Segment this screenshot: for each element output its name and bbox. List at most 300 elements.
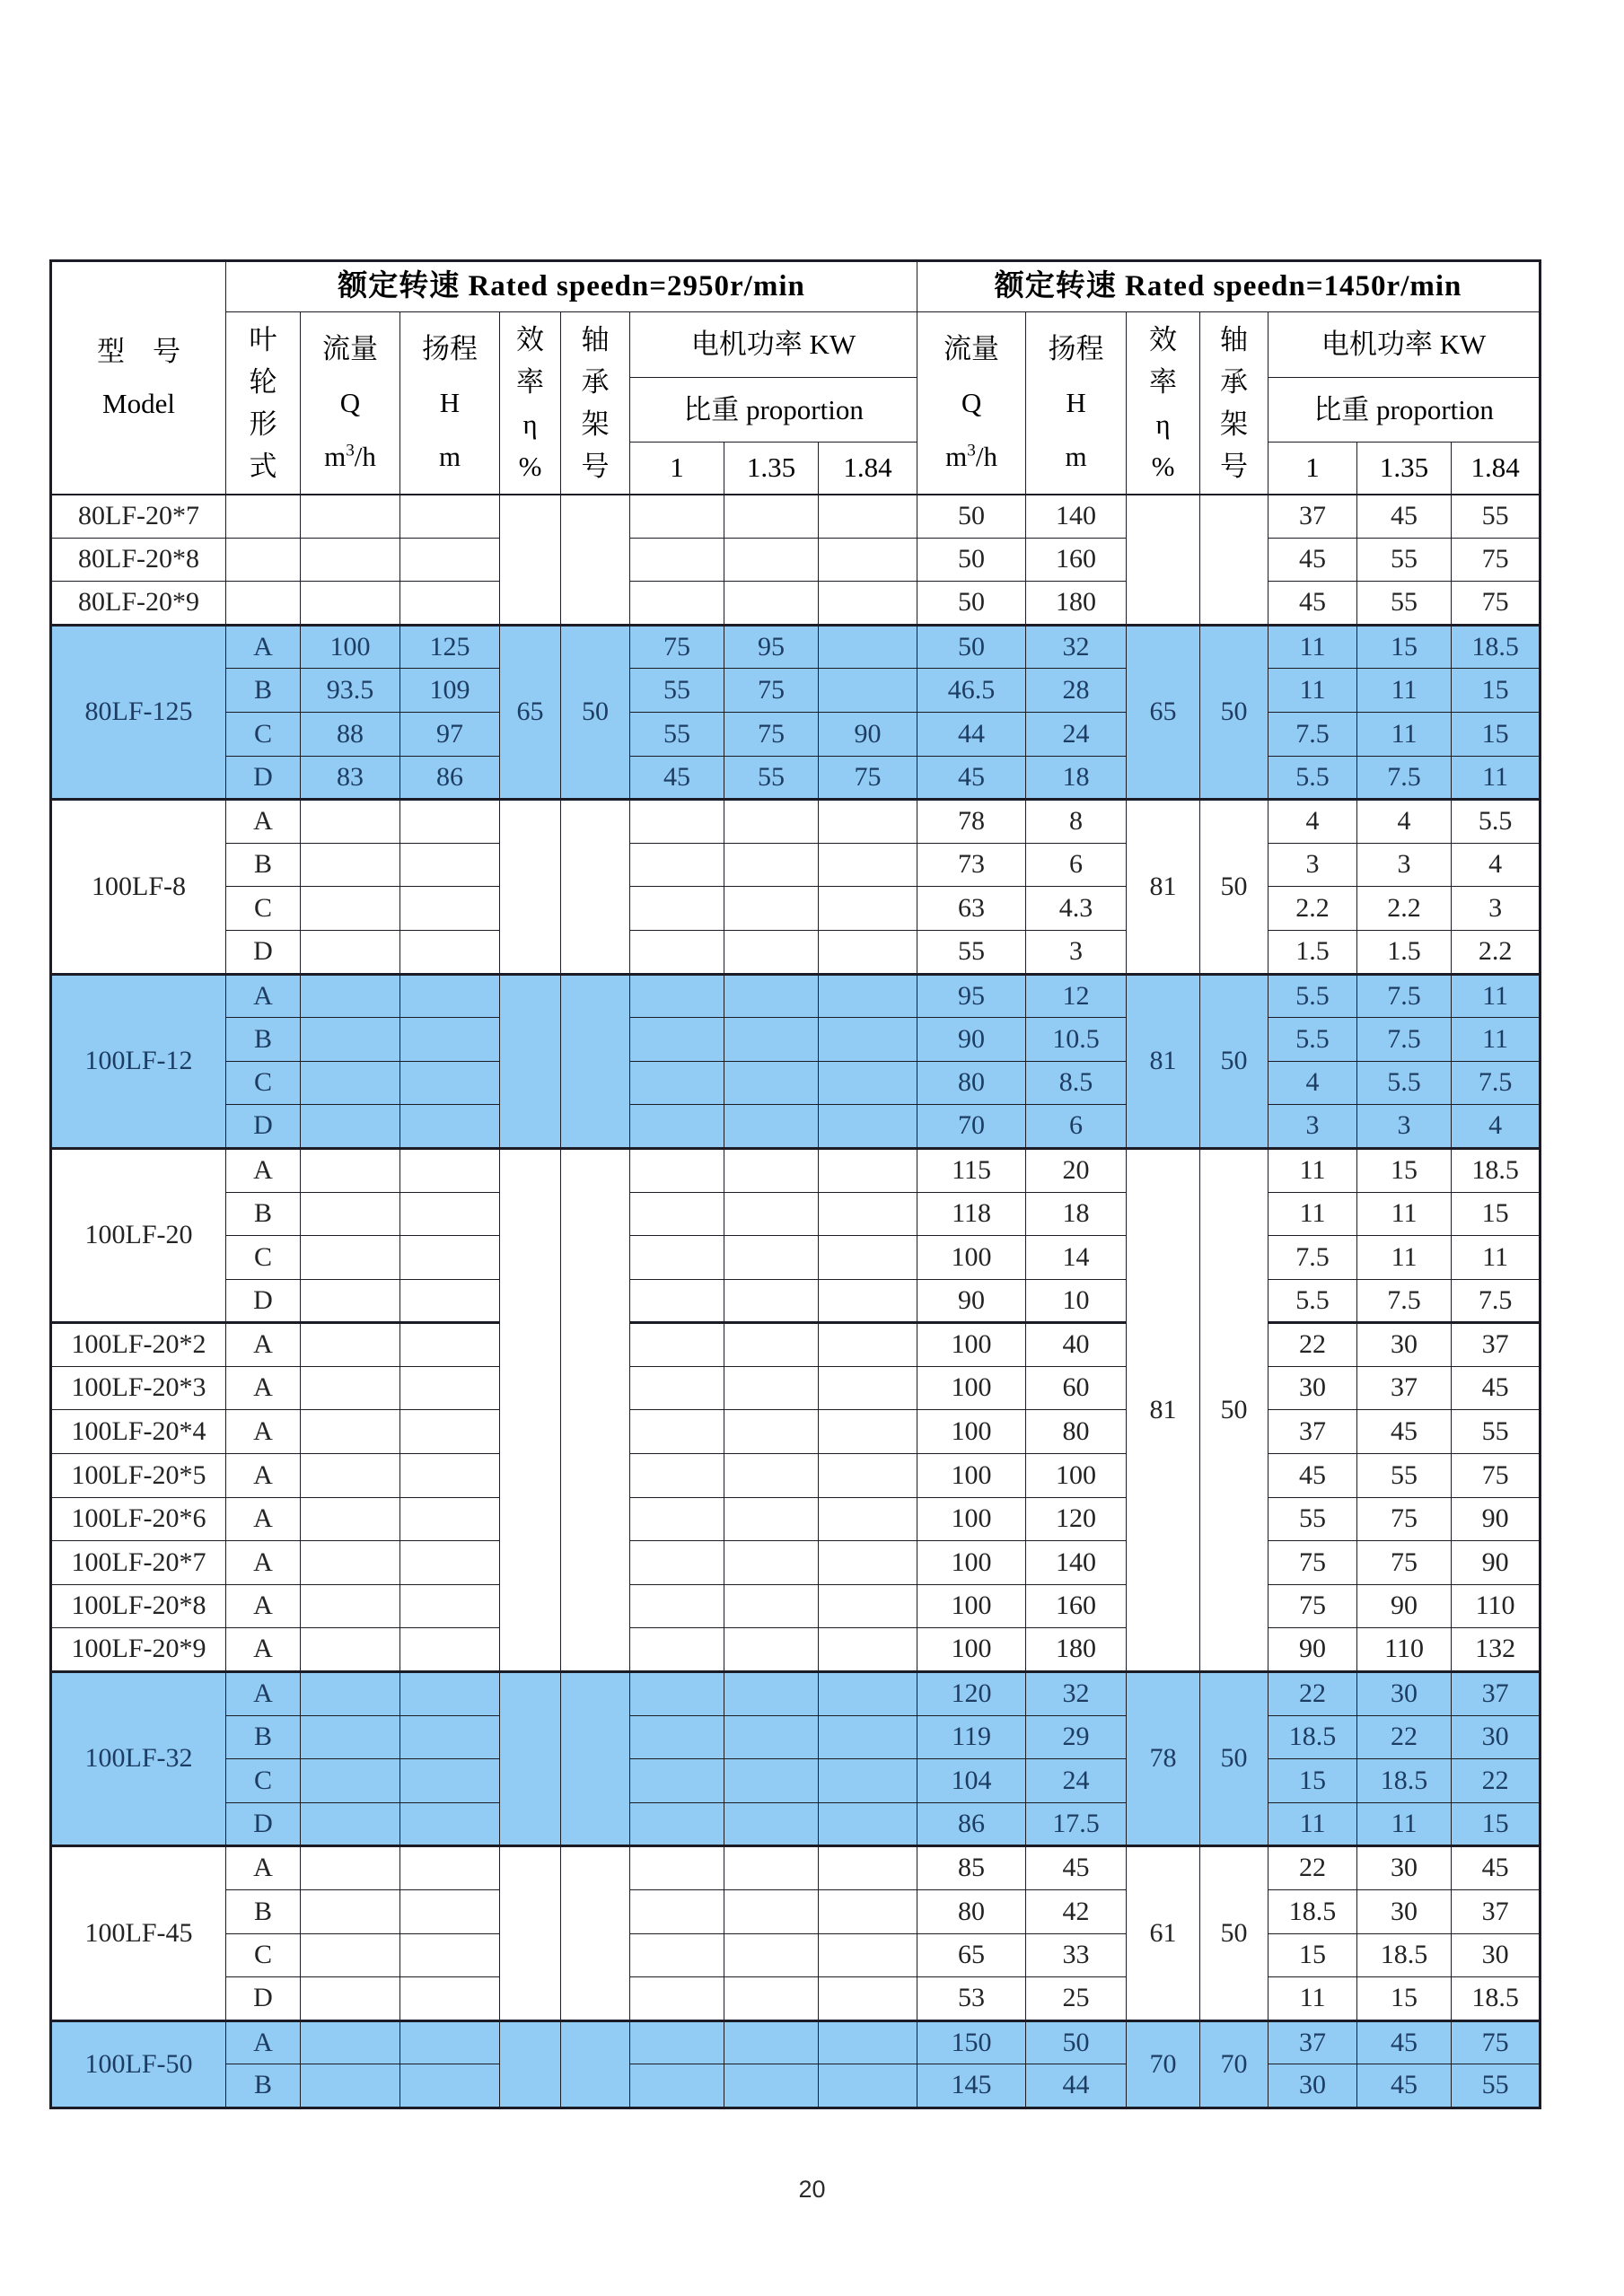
cell-rp135: 55: [1357, 582, 1452, 626]
cell-lp1: [630, 2020, 724, 2064]
cell-lp1: [630, 800, 724, 844]
cell-lp1: [630, 1279, 724, 1323]
table-row: [51, 756, 1541, 800]
cell-lh: [400, 582, 500, 626]
cell-lp184: 90: [819, 712, 917, 756]
cell-lp1: [630, 1192, 724, 1236]
cell-reff: 61: [1127, 1846, 1200, 2020]
cell-impeller: A: [226, 1148, 301, 1192]
cell-model: 100LF-45: [51, 1846, 226, 2020]
cell-rp1: 75: [1268, 1584, 1357, 1628]
cell-rp1: 22: [1268, 1846, 1357, 1890]
cell-lp184: [819, 1933, 917, 1977]
cell-rq: 86: [917, 1802, 1026, 1846]
cell-lq: [301, 2020, 400, 2064]
cell-model: 100LF-20*7: [51, 1541, 226, 1585]
cell-rp135: 7.5: [1357, 756, 1452, 800]
cell-rp135: 11: [1357, 669, 1452, 713]
cell-model: 100LF-20*4: [51, 1410, 226, 1454]
cell-lq: [301, 1584, 400, 1628]
cell-lq: [301, 2064, 400, 2108]
cell-lh: [400, 1323, 500, 1367]
cell-lh: [400, 1410, 500, 1454]
cell-rh: 32: [1026, 1672, 1127, 1716]
cell-impeller: C: [226, 712, 301, 756]
cell-rh: 60: [1026, 1366, 1127, 1410]
cell-impeller: A: [226, 625, 301, 669]
cell-rp1: 37: [1268, 1410, 1357, 1454]
cell-lp135: [724, 1061, 819, 1105]
cell-lp184: [819, 625, 917, 669]
cell-lq: 93.5: [301, 669, 400, 713]
header-efficiency-left: 效 率 η %: [500, 312, 561, 495]
cell-rp1: 45: [1268, 1454, 1357, 1498]
cell-lp135: [724, 1977, 819, 2021]
table-row: [51, 582, 1541, 626]
cell-lp184: [819, 1584, 917, 1628]
cell-rq: 53: [917, 1977, 1026, 2021]
cell-rq: 80: [917, 1890, 1026, 1934]
cell-rh: 40: [1026, 1323, 1127, 1367]
cell-rp184: 15: [1452, 712, 1541, 756]
cell-lq: [301, 538, 400, 582]
cell-lp184: [819, 1105, 917, 1149]
table-row: [51, 1279, 1541, 1323]
cell-rh: 18: [1026, 756, 1127, 800]
cell-rp1: 2.2: [1268, 887, 1357, 931]
cell-lp1: [630, 1846, 724, 1890]
cell-rp184: 15: [1452, 1802, 1541, 1846]
cell-rp184: 5.5: [1452, 800, 1541, 844]
cell-lp184: [819, 974, 917, 1018]
cell-rq: 100: [917, 1584, 1026, 1628]
cell-rp1: 4: [1268, 1061, 1357, 1105]
cell-lh: [400, 1628, 500, 1672]
cell-rbear: [1200, 495, 1268, 626]
cell-lq: [301, 582, 400, 626]
cell-lp1: [630, 1628, 724, 1672]
cell-impeller: A: [226, 1410, 301, 1454]
cell-lp1: 55: [630, 712, 724, 756]
cell-lp1: [630, 1715, 724, 1759]
cell-rp184: 37: [1452, 1323, 1541, 1367]
cell-lh: [400, 1584, 500, 1628]
cell-rp184: 55: [1452, 495, 1541, 539]
cell-rp135: 75: [1357, 1497, 1452, 1541]
cell-rp1: 37: [1268, 495, 1357, 539]
cell-lq: [301, 974, 400, 1018]
cell-reff: 81: [1127, 800, 1200, 974]
cell-rq: 150: [917, 2020, 1026, 2064]
cell-lh: 109: [400, 669, 500, 713]
cell-lp135: 75: [724, 669, 819, 713]
cell-lp1: 55: [630, 669, 724, 713]
cell-lp184: [819, 1846, 917, 1890]
cell-impeller: [226, 538, 301, 582]
cell-lp135: [724, 1541, 819, 1585]
cell-rp1: 37: [1268, 2020, 1357, 2064]
cell-rp1: 11: [1268, 669, 1357, 713]
cell-lp135: [724, 1236, 819, 1280]
cell-lh: [400, 1672, 500, 1716]
cell-rp184: 90: [1452, 1497, 1541, 1541]
cell-model: 100LF-20*6: [51, 1497, 226, 1541]
cell-rh: 24: [1026, 1759, 1127, 1803]
cell-impeller: C: [226, 1061, 301, 1105]
cell-lh: [400, 843, 500, 887]
cell-rh: 50: [1026, 2020, 1127, 2064]
cell-lh: [400, 1541, 500, 1585]
cell-rp135: 45: [1357, 2064, 1452, 2108]
cell-lp184: 75: [819, 756, 917, 800]
cell-rp184: 37: [1452, 1672, 1541, 1716]
cell-rp1: 4: [1268, 800, 1357, 844]
cell-lp184: [819, 930, 917, 974]
cell-impeller: C: [226, 1236, 301, 1280]
cell-lq: [301, 1236, 400, 1280]
cell-rp135: 11: [1357, 712, 1452, 756]
cell-lh: [400, 887, 500, 931]
cell-lq: [301, 1148, 400, 1192]
cell-rp184: 55: [1452, 1410, 1541, 1454]
header-head-right: 扬程 H m: [1026, 312, 1127, 495]
table-row: [51, 1192, 1541, 1236]
cell-rq: 100: [917, 1497, 1026, 1541]
cell-lp184: [819, 800, 917, 844]
cell-lh: [400, 1279, 500, 1323]
header-motor-power-left: 电机功率 KW: [630, 312, 917, 378]
cell-rp1: 7.5: [1268, 712, 1357, 756]
cell-rq: 145: [917, 2064, 1026, 2108]
table-row: [51, 1366, 1541, 1410]
cell-lbear: [561, 1846, 630, 2020]
cell-rbear: 50: [1200, 1672, 1268, 1846]
cell-lp1: [630, 1584, 724, 1628]
cell-model: 100LF-12: [51, 974, 226, 1148]
cell-model: 100LF-20: [51, 1148, 226, 1322]
cell-model: 100LF-20*9: [51, 1628, 226, 1672]
cell-impeller: C: [226, 1933, 301, 1977]
cell-lp1: [630, 1977, 724, 2021]
header-model-en: Model: [102, 387, 175, 419]
cell-lp135: [724, 1628, 819, 1672]
cell-rq: 78: [917, 800, 1026, 844]
cell-rh: 80: [1026, 1410, 1127, 1454]
cell-lh: [400, 1846, 500, 1890]
cell-lq: [301, 1890, 400, 1934]
cell-rq: 70: [917, 1105, 1026, 1149]
cell-rp135: 30: [1357, 1890, 1452, 1934]
cell-model: 100LF-20*8: [51, 1584, 226, 1628]
cell-rp135: 22: [1357, 1715, 1452, 1759]
cell-rp184: 30: [1452, 1933, 1541, 1977]
cell-lp135: [724, 1759, 819, 1803]
cell-rq: 100: [917, 1454, 1026, 1498]
cell-impeller: A: [226, 1497, 301, 1541]
cell-lp184: [819, 669, 917, 713]
cell-rp184: 7.5: [1452, 1279, 1541, 1323]
cell-lp1: [630, 1497, 724, 1541]
cell-leff: [500, 1846, 561, 2020]
cell-rp184: 132: [1452, 1628, 1541, 1672]
cell-lp184: [819, 1018, 917, 1062]
cell-lp135: [724, 1454, 819, 1498]
cell-lp135: [724, 1323, 819, 1367]
header-prop-1-right: 1: [1268, 443, 1357, 495]
table-row: [51, 1977, 1541, 2021]
cell-lp135: [724, 1890, 819, 1934]
cell-rp184: 18.5: [1452, 625, 1541, 669]
cell-lp135: [724, 1148, 819, 1192]
cell-rh: 3: [1026, 930, 1127, 974]
cell-lh: [400, 1454, 500, 1498]
cell-lp1: 75: [630, 625, 724, 669]
cell-rq: 90: [917, 1279, 1026, 1323]
cell-lp1: [630, 1672, 724, 1716]
cell-lh: [400, 2020, 500, 2064]
cell-rp135: 3: [1357, 1105, 1452, 1149]
cell-lq: [301, 1977, 400, 2021]
cell-rq: 50: [917, 538, 1026, 582]
cell-rp135: 55: [1357, 538, 1452, 582]
cell-lp135: [724, 1366, 819, 1410]
table-row: [51, 1018, 1541, 1062]
cell-rp135: 15: [1357, 1977, 1452, 2021]
cell-lh: [400, 1977, 500, 2021]
cell-lp135: [724, 2064, 819, 2108]
cell-rq: 85: [917, 1846, 1026, 1890]
cell-rp184: 30: [1452, 1715, 1541, 1759]
cell-lq: [301, 1933, 400, 1977]
cell-lp1: [630, 582, 724, 626]
cell-lq: [301, 887, 400, 931]
cell-impeller: A: [226, 974, 301, 1018]
cell-reff: 70: [1127, 2020, 1200, 2108]
cell-model: 100LF-20*2: [51, 1323, 226, 1367]
cell-rp184: 15: [1452, 1192, 1541, 1236]
cell-rp135: 18.5: [1357, 1759, 1452, 1803]
cell-lp1: [630, 1323, 724, 1367]
cell-rq: 104: [917, 1759, 1026, 1803]
cell-lp1: [630, 1018, 724, 1062]
cell-lbear: [561, 1672, 630, 1846]
cell-lq: [301, 930, 400, 974]
cell-lh: [400, 1890, 500, 1934]
cell-lp184: [819, 538, 917, 582]
cell-rh: 140: [1026, 1541, 1127, 1585]
cell-lh: [400, 1759, 500, 1803]
header-proportion-left: 比重 proportion: [630, 378, 917, 443]
cell-rp184: 11: [1452, 756, 1541, 800]
cell-rp184: 37: [1452, 1890, 1541, 1934]
cell-lh: [400, 495, 500, 539]
cell-rh: 28: [1026, 669, 1127, 713]
cell-lp135: [724, 1672, 819, 1716]
cell-rp135: 3: [1357, 843, 1452, 887]
cell-lq: 88: [301, 712, 400, 756]
cell-lp1: [630, 1759, 724, 1803]
cell-rp1: 11: [1268, 625, 1357, 669]
cell-lh: [400, 1148, 500, 1192]
cell-lp184: [819, 1454, 917, 1498]
header-impeller-form: 叶 轮 形 式: [226, 312, 301, 495]
cell-rp1: 11: [1268, 1148, 1357, 1192]
cell-rbear: 50: [1200, 1148, 1268, 1671]
cell-rp1: 11: [1268, 1192, 1357, 1236]
table-row: [51, 1061, 1541, 1105]
cell-rp1: 3: [1268, 843, 1357, 887]
cell-lp1: [630, 1454, 724, 1498]
cell-lp135: [724, 495, 819, 539]
cell-lp135: [724, 1497, 819, 1541]
cell-rq: 100: [917, 1366, 1026, 1410]
cell-rp184: 45: [1452, 1366, 1541, 1410]
table-row: [51, 1410, 1541, 1454]
cell-lp135: [724, 974, 819, 1018]
cell-rh: 42: [1026, 1890, 1127, 1934]
cell-rp1: 45: [1268, 538, 1357, 582]
cell-rp1: 11: [1268, 1977, 1357, 2021]
header-flow-left: 流量 Q $m^3/h$: [301, 312, 400, 495]
cell-lp1: [630, 887, 724, 931]
cell-lq: [301, 1802, 400, 1846]
cell-rq: 118: [917, 1192, 1026, 1236]
cell-lp1: [630, 1366, 724, 1410]
cell-rp1: 22: [1268, 1672, 1357, 1716]
table-row: [51, 1890, 1541, 1934]
cell-rp184: 55: [1452, 2064, 1541, 2108]
table-row: [51, 1105, 1541, 1149]
table-row: [51, 1148, 1541, 1192]
cell-rp184: 4: [1452, 843, 1541, 887]
table-row: [51, 1454, 1541, 1498]
table-row: [51, 1541, 1541, 1585]
cell-rh: 45: [1026, 1846, 1127, 1890]
cell-rbear: 50: [1200, 974, 1268, 1148]
cell-lp135: [724, 1933, 819, 1977]
cell-impeller: B: [226, 1890, 301, 1934]
cell-lp135: [724, 1410, 819, 1454]
cell-lp1: [630, 1410, 724, 1454]
cell-lp135: [724, 1802, 819, 1846]
cell-rq: 119: [917, 1715, 1026, 1759]
cell-leff: [500, 974, 561, 1148]
cell-rp135: 18.5: [1357, 1933, 1452, 1977]
cell-lh: [400, 538, 500, 582]
cell-rq: 50: [917, 582, 1026, 626]
cell-model: 80LF-125: [51, 625, 226, 799]
cell-rq: 115: [917, 1148, 1026, 1192]
cell-lbear: [561, 1148, 630, 1671]
cell-lp1: [630, 1890, 724, 1934]
cell-lq: 83: [301, 756, 400, 800]
cell-lp184: [819, 1366, 917, 1410]
cell-lp1: [630, 1236, 724, 1280]
cell-model: 100LF-50: [51, 2020, 226, 2108]
cell-lp135: [724, 887, 819, 931]
cell-rh: 24: [1026, 712, 1127, 756]
cell-rp184: 90: [1452, 1541, 1541, 1585]
cell-rh: 6: [1026, 1105, 1127, 1149]
table-row: [51, 974, 1541, 1018]
header-prop-135-right: 1.35: [1357, 443, 1452, 495]
cell-rp135: 45: [1357, 495, 1452, 539]
cell-lp1: [630, 538, 724, 582]
cell-lp184: [819, 2064, 917, 2108]
table-row: [51, 1846, 1541, 1890]
cell-rh: 6: [1026, 843, 1127, 887]
cell-rp135: 7.5: [1357, 1279, 1452, 1323]
cell-lp135: 95: [724, 625, 819, 669]
cell-impeller: D: [226, 1279, 301, 1323]
cell-lq: [301, 1061, 400, 1105]
cell-lbear: [561, 2020, 630, 2108]
cell-rp1: 1.5: [1268, 930, 1357, 974]
cell-model: 100LF-20*5: [51, 1454, 226, 1498]
cell-impeller: A: [226, 1323, 301, 1367]
cell-impeller: D: [226, 1105, 301, 1149]
cell-rq: 50: [917, 495, 1026, 539]
cell-rp184: 75: [1452, 1454, 1541, 1498]
cell-rp1: 90: [1268, 1628, 1357, 1672]
table-row: [51, 1802, 1541, 1846]
cell-rp135: 1.5: [1357, 930, 1452, 974]
cell-lp184: [819, 843, 917, 887]
cell-rp1: 5.5: [1268, 1018, 1357, 1062]
cell-rp135: 11: [1357, 1192, 1452, 1236]
cell-rq: 80: [917, 1061, 1026, 1105]
cell-rh: 14: [1026, 1236, 1127, 1280]
cell-lbear: 50: [561, 625, 630, 799]
cell-rh: 32: [1026, 625, 1127, 669]
cell-rbear: 50: [1200, 625, 1268, 799]
cell-rp135: 45: [1357, 2020, 1452, 2064]
cell-rp135: 110: [1357, 1628, 1452, 1672]
table-row: [51, 712, 1541, 756]
cell-lp184: [819, 1890, 917, 1934]
cell-rp135: 11: [1357, 1802, 1452, 1846]
cell-rp1: 5.5: [1268, 1279, 1357, 1323]
header-prop-184-right: 1.84: [1452, 443, 1541, 495]
cell-rq: 100: [917, 1541, 1026, 1585]
cell-rp135: 55: [1357, 1454, 1452, 1498]
cell-rh: 180: [1026, 582, 1127, 626]
cell-rh: 180: [1026, 1628, 1127, 1672]
cell-rh: 44: [1026, 2064, 1127, 2108]
table-row: [51, 1584, 1541, 1628]
cell-model: 80LF-20*8: [51, 538, 226, 582]
cell-rp135: 30: [1357, 1846, 1452, 1890]
cell-impeller: B: [226, 669, 301, 713]
cell-rp184: 18.5: [1452, 1148, 1541, 1192]
cell-lq: [301, 1366, 400, 1410]
table-row: [51, 2064, 1541, 2108]
cell-lp135: [724, 1018, 819, 1062]
cell-rp184: 11: [1452, 1018, 1541, 1062]
table-row: [51, 1715, 1541, 1759]
cell-lp184: [819, 1148, 917, 1192]
cell-lh: [400, 974, 500, 1018]
cell-rp135: 45: [1357, 1410, 1452, 1454]
cell-rp135: 30: [1357, 1672, 1452, 1716]
table-row: [51, 887, 1541, 931]
cell-lh: [400, 2064, 500, 2108]
cell-rq: 50: [917, 625, 1026, 669]
cell-lp1: [630, 495, 724, 539]
table-row: [51, 800, 1541, 844]
table-row: [51, 843, 1541, 887]
cell-lp184: [819, 1192, 917, 1236]
